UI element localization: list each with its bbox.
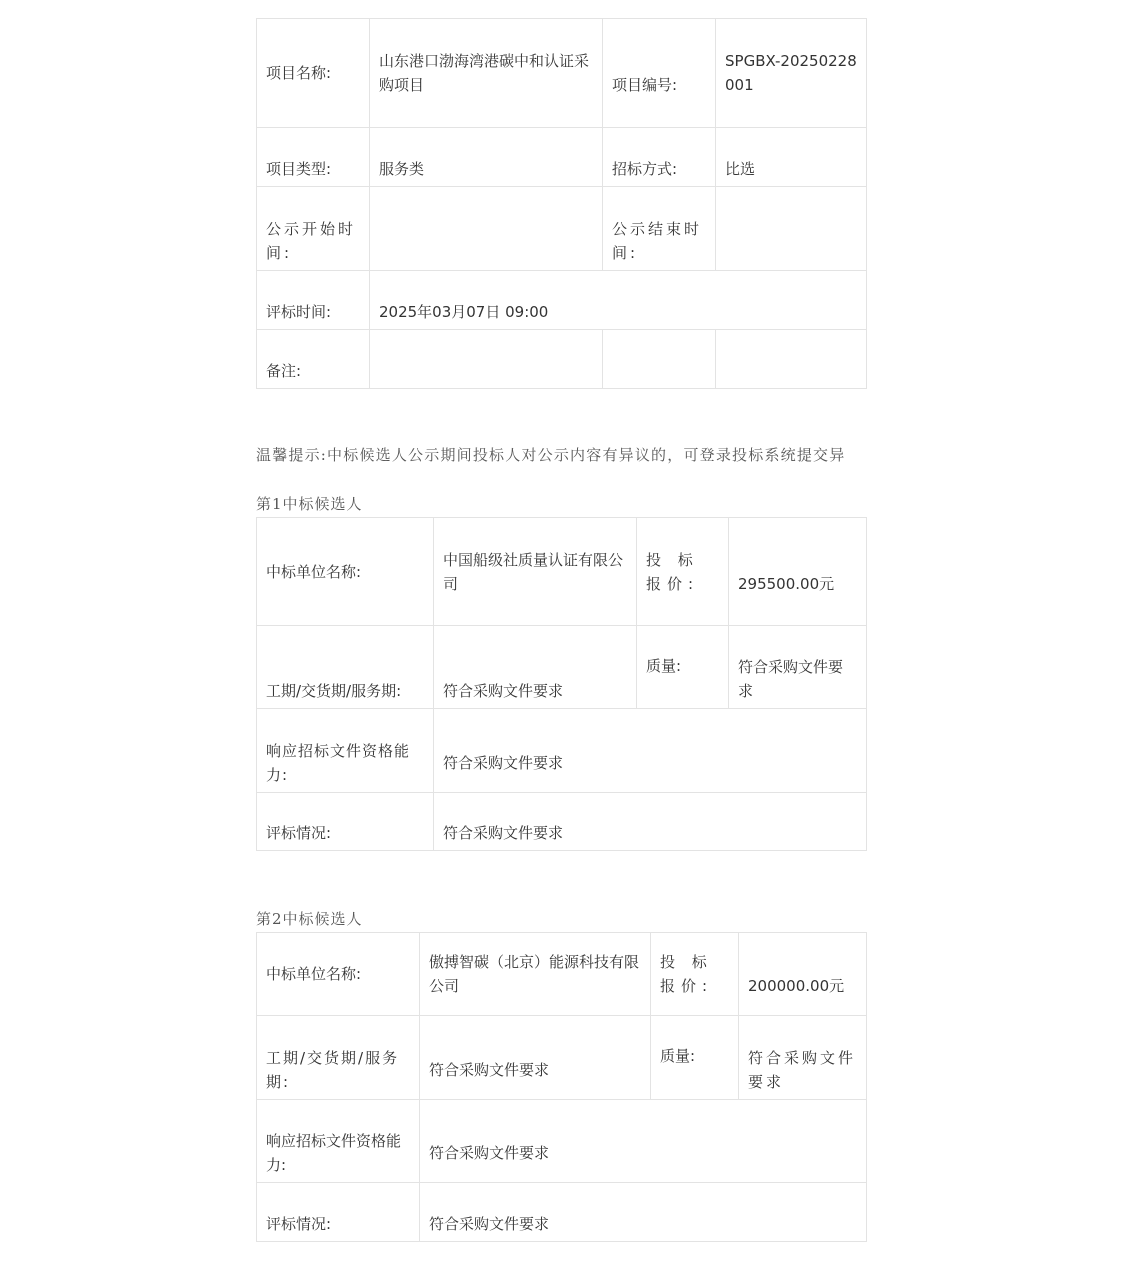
table-row (257, 187, 867, 271)
delivery-period-value: 符合采购文件要求 (420, 1016, 651, 1100)
table-row (257, 626, 867, 709)
table-row (257, 330, 867, 389)
project-info-table (256, 18, 867, 389)
evaluation-label: 评标情况: (257, 1183, 420, 1242)
bid-price-label: 投 标 报价: (651, 933, 739, 1016)
table-row (257, 1183, 867, 1242)
publicity-start-label: 公示开始时间: (257, 187, 370, 271)
tender-method-value: 比选 (716, 128, 867, 187)
delivery-period-value: 符合采购文件要求 (434, 626, 637, 709)
candidate-2-heading: 第2中标候选人 (256, 910, 363, 928)
candidate-1-table (256, 517, 867, 851)
project-type-label: 项目类型: (257, 128, 370, 187)
table-row (257, 1100, 867, 1183)
quality-label: 质量: (651, 1016, 739, 1100)
publicity-end-label: 公示结束时间: (603, 187, 716, 271)
qualification-label: 响应招标文件资格能力: (257, 1100, 420, 1183)
winning-unit-value: 中国船级社质量认证有限公司 (434, 518, 637, 626)
table-row (257, 793, 867, 851)
candidate-1-heading: 第1中标候选人 (256, 495, 363, 513)
bid-price-value: 200000.00元 (739, 933, 867, 1016)
table-row (257, 271, 867, 330)
quality-label: 质量: (637, 626, 729, 709)
qualification-label: 响应招标文件资格能力: (257, 709, 434, 793)
delivery-period-label: 工期/交货期/服务期: (257, 1016, 420, 1100)
project-name-label: 项目名称: (257, 19, 370, 128)
evaluation-value: 符合采购文件要求 (420, 1183, 867, 1242)
qualification-value: 符合采购文件要求 (434, 709, 867, 793)
qualification-value: 符合采购文件要求 (420, 1100, 867, 1183)
delivery-period-label: 工期/交货期/服务期: (257, 626, 434, 709)
evaluation-time-label: 评标时间: (257, 271, 370, 330)
evaluation-time-value: 2025年03月07日 09:00 (370, 271, 867, 330)
table-row (257, 19, 867, 128)
remark-empty-cell (603, 330, 716, 389)
evaluation-value: 符合采购文件要求 (434, 793, 867, 851)
table-row (257, 128, 867, 187)
table-row (257, 1016, 867, 1100)
remark-label: 备注: (257, 330, 370, 389)
candidate-2-table (256, 932, 867, 1242)
evaluation-label: 评标情况: (257, 793, 434, 851)
table-row (257, 709, 867, 793)
publicity-start-value (370, 187, 603, 271)
quality-value: 符合采购文件要求 (739, 1016, 867, 1100)
bid-price-label: 投 标 报价: (637, 518, 729, 626)
objection-notice: 温馨提示:中标候选人公示期间投标人对公示内容有异议的，可登录投标系统提交异 (256, 446, 846, 464)
bid-price-value: 295500.00元 (729, 518, 867, 626)
project-name-value: 山东港口渤海湾港碳中和认证采购项目 (370, 19, 603, 128)
winning-unit-label: 中标单位名称: (257, 518, 434, 626)
project-code-value: SPGBX-20250228001 (716, 19, 867, 128)
project-type-value: 服务类 (370, 128, 603, 187)
quality-value: 符合采购文件要求 (729, 626, 867, 709)
winning-unit-label: 中标单位名称: (257, 933, 420, 1016)
winning-unit-value: 傲搏智碳（北京）能源科技有限公司 (420, 933, 651, 1016)
remark-empty-cell (716, 330, 867, 389)
table-row (257, 518, 867, 626)
project-code-label: 项目编号: (603, 19, 716, 128)
remark-value (370, 330, 603, 389)
tender-method-label: 招标方式: (603, 128, 716, 187)
publicity-end-value (716, 187, 867, 271)
table-row (257, 933, 867, 1016)
